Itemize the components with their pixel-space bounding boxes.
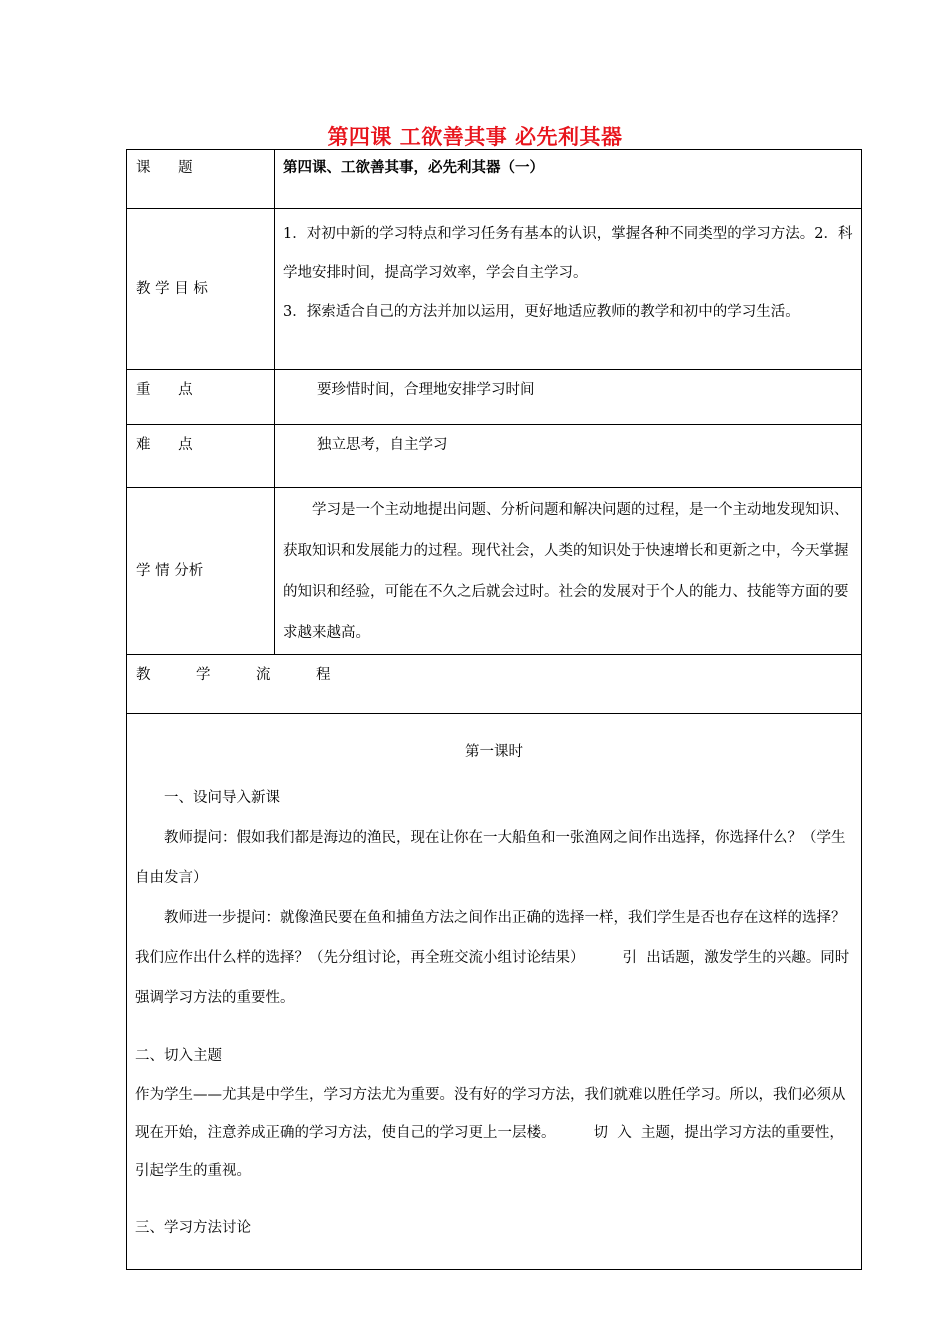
section-2-note-tail: 题，提出学习方法的重要性，引起学生的重视。 <box>135 1125 844 1179</box>
page-title: 第四课 工欲善其事 必先利其器 <box>327 125 623 149</box>
flow-char-3: 流 <box>256 667 271 683</box>
value-analysis <box>275 488 862 655</box>
value-goals <box>275 209 862 370</box>
analysis-text: 学习是一个主动地提出问题、分析问题和解决问题的过程，是一个主动地发现知识、获取知识和发展能力的过程。现代社会，人类的知识处于快速增长和更新之中，今天掌握的知识和经验，可能在不久之后就会过时。社会的发展对于个人的能力、技能等方面的要求越来越高。 <box>283 502 849 641</box>
row-teaching-flow <box>127 655 862 714</box>
goals-line-1: 1．对初中新的学习特点和学习任务有基本的认识，掌握各种不同类型的学习方法。2．科学地安排时间，提高学习效率，学会自主学习。 <box>283 226 853 281</box>
section-1-note-head: 引 出 <box>622 950 661 966</box>
label-goals: 教 学 目 标 <box>127 209 275 370</box>
row-difficulty <box>127 425 862 488</box>
row-topic <box>127 150 862 209</box>
teaching-flow-heading <box>127 655 862 714</box>
section-2-paragraph-1-text: 作为学生——尤其是中学生，学习方法尤为重要。没有好的学习方法，我们就难以胜任学习。所以，我们必须从现在开始，注意养成正确的学习方法，使自己的学习更上一层楼。 <box>135 1087 846 1141</box>
section-2-paragraph-1 <box>135 1076 853 1190</box>
value-difficulty: 独立思考，自主学习 <box>275 425 862 488</box>
section-1-note-tail-inline: 话题，激发学生的兴趣。同时强调学习方法的重要性。 <box>135 950 850 1006</box>
section-1-paragraph-2-text: 教师进一步提问：就像渔民要在鱼和捕鱼方法之间作出正确的选择一样，我们学生是否也存在这样的选择？我们应作出什么样的选择？（先分组讨论，再全班交流小组讨论结果） <box>135 910 846 966</box>
row-key-point <box>127 370 862 425</box>
label-analysis: 学 情 分析 <box>127 488 275 655</box>
section-3-title: 三、学习方法讨论 <box>135 1220 251 1236</box>
lesson-plan-table <box>126 149 862 1270</box>
row-lesson-body <box>127 714 862 1270</box>
flow-char-2: 学 <box>196 667 211 683</box>
period-heading: 第一课时 <box>465 744 523 760</box>
section-2-title: 二、切入主题 <box>135 1048 222 1064</box>
section-2-note-head: 切 入 主 <box>593 1125 656 1141</box>
row-analysis <box>127 488 862 655</box>
label-key-point: 重 点 <box>127 370 275 425</box>
section-1-title: 一、设问导入新课 <box>164 790 280 806</box>
label-topic: 课 题 <box>127 150 275 209</box>
goals-line-2: 3．探索适合自己的方法并加以运用，更好地适应教师的教学和初中的学习生活。 <box>283 304 800 320</box>
flow-char-1: 教 <box>136 667 151 683</box>
section-1-paragraph-2 <box>135 898 853 1018</box>
value-key-point: 要珍惜时间，合理地安排学习时间 <box>275 370 862 425</box>
lesson-body <box>127 714 862 1270</box>
value-topic: 第四课、工欲善其事，必先利其器（一） <box>275 150 862 209</box>
label-difficulty: 难 点 <box>127 425 275 488</box>
row-goals <box>127 209 862 370</box>
flow-char-4: 程 <box>316 667 331 683</box>
section-1-paragraph-1: 教师提问：假如我们都是海边的渔民，现在让你在一大船鱼和一张渔网之间作出选择，你选择什么？（学生自由发言） <box>135 830 846 886</box>
